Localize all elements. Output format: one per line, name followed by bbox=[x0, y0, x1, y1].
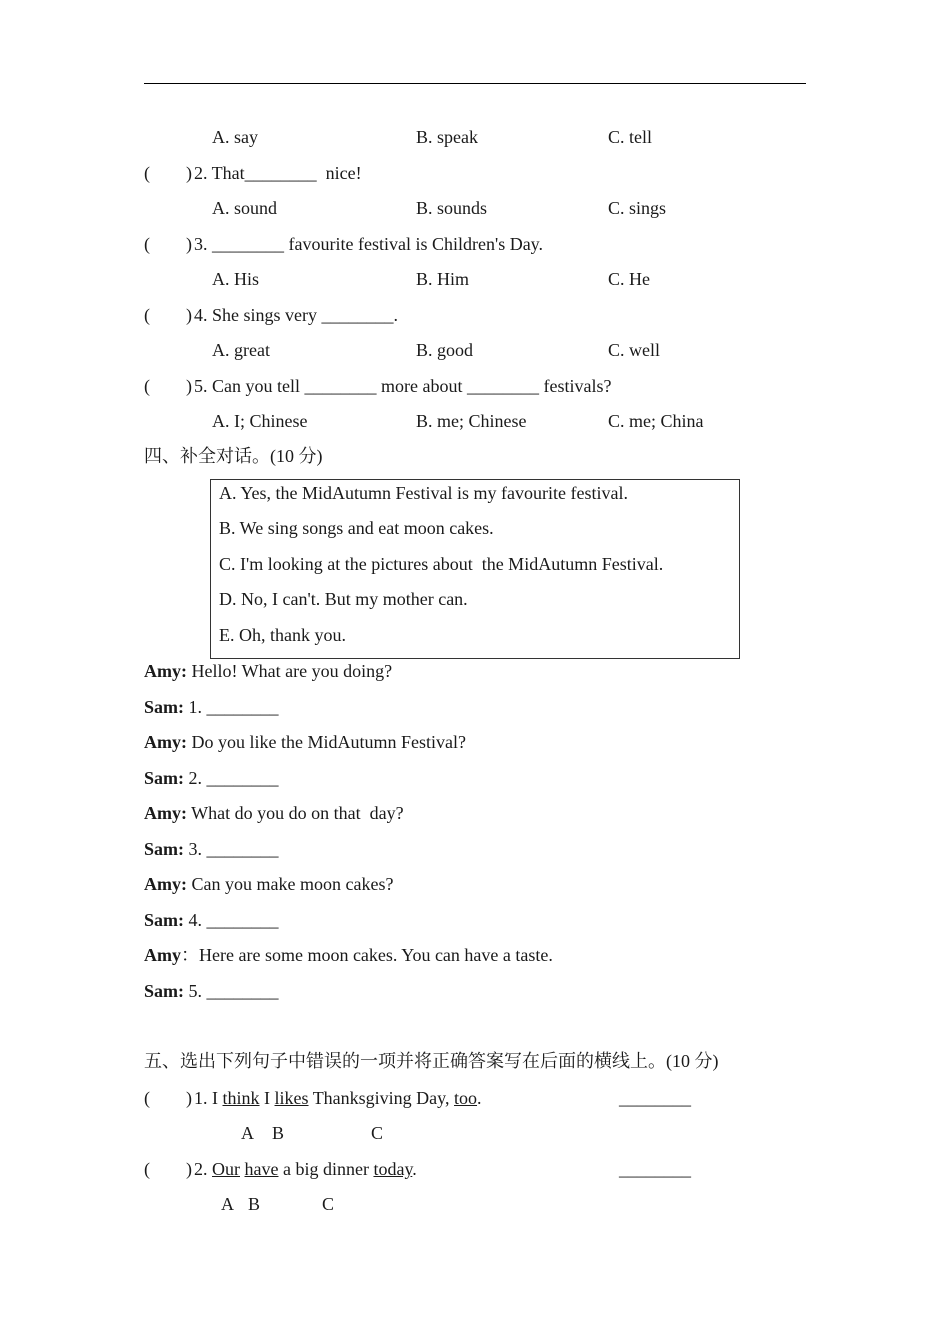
choice-c: C. I'm looking at the pictures about the MidAutumn Festival. bbox=[219, 554, 664, 574]
q5-option-c[interactable]: C. me; China bbox=[608, 411, 704, 431]
q4-text: 4. She sings very ________. bbox=[194, 305, 398, 325]
q3-answer-paren[interactable]: ( ) bbox=[144, 234, 192, 254]
answer-blank-2[interactable]: 2. ________ bbox=[184, 768, 279, 788]
speaker: Sam: bbox=[144, 910, 184, 930]
p5-q1-answer-paren[interactable]: ( ) bbox=[144, 1088, 192, 1108]
speaker: Amy: bbox=[144, 874, 187, 894]
q3-option-c[interactable]: C. He bbox=[608, 269, 650, 289]
dialogue-line-6[interactable] bbox=[144, 838, 279, 860]
part5-heading: 五、选出下列句子中错误的一项并将正确答案写在后面的横线上。(10 分) bbox=[144, 1051, 719, 1071]
dialogue-text: ：Here are some moon cakes. You can have a taste. bbox=[181, 945, 553, 965]
q1-option-a[interactable]: A. say bbox=[212, 127, 258, 147]
sentence-text: 2. bbox=[194, 1159, 212, 1179]
dialogue-text: Can you make moon cakes? bbox=[187, 874, 394, 894]
choice-b: B. We sing songs and eat moon cakes. bbox=[219, 518, 494, 538]
choice-e: E. Oh, thank you. bbox=[219, 625, 346, 645]
speaker: Amy bbox=[144, 945, 181, 965]
header-rule bbox=[144, 83, 806, 84]
q5-option-a[interactable]: A. I; Chinese bbox=[212, 411, 308, 431]
dialogue-line-7 bbox=[144, 873, 393, 895]
dialogue-line-8[interactable] bbox=[144, 909, 279, 931]
p5-q2-label-b: B bbox=[248, 1194, 261, 1214]
p5-q1-sentence bbox=[194, 1087, 482, 1109]
q2-text: 2. That________ nice! bbox=[194, 163, 362, 183]
q3-option-a[interactable]: A. His bbox=[212, 269, 260, 289]
answer-blank-5[interactable]: 5. ________ bbox=[184, 981, 279, 1001]
dialogue-line-9 bbox=[144, 944, 553, 966]
q4-answer-paren[interactable]: ( ) bbox=[144, 305, 192, 325]
speaker: Sam: bbox=[144, 697, 184, 717]
dialogue-text: What do you do on that day? bbox=[187, 803, 404, 823]
p5-q2-label-a: A bbox=[221, 1194, 234, 1214]
p5-q1-label-b: B bbox=[272, 1123, 285, 1143]
choice-a: A. Yes, the MidAutumn Festival is my favourite festival. bbox=[219, 483, 628, 503]
q2-option-c[interactable]: C. sings bbox=[608, 198, 667, 218]
dialogue-line-1 bbox=[144, 660, 392, 682]
speaker: Sam: bbox=[144, 839, 184, 859]
option-b-word: likes bbox=[274, 1088, 309, 1108]
q1-option-c[interactable]: C. tell bbox=[608, 127, 652, 147]
p5-q2-correction-blank[interactable]: ________ bbox=[619, 1159, 691, 1179]
sentence-text: . bbox=[412, 1159, 417, 1179]
answer-blank-4[interactable]: 4. ________ bbox=[184, 910, 279, 930]
q2-option-a[interactable]: A. sound bbox=[212, 198, 278, 218]
option-c-word: too bbox=[454, 1088, 478, 1108]
q5-answer-paren[interactable]: ( ) bbox=[144, 376, 192, 396]
q2-answer-paren[interactable]: ( ) bbox=[144, 163, 192, 183]
q3-option-b[interactable]: B. Him bbox=[416, 269, 470, 289]
p5-q2-label-c: C bbox=[322, 1194, 335, 1214]
p5-q1-label-a: A bbox=[241, 1123, 254, 1143]
speaker: Amy: bbox=[144, 732, 187, 752]
q5-option-b[interactable]: B. me; Chinese bbox=[416, 411, 527, 431]
part4-heading: 四、补全对话。(10 分) bbox=[144, 446, 323, 466]
answer-blank-3[interactable]: 3. ________ bbox=[184, 839, 279, 859]
sentence-text: . bbox=[477, 1088, 482, 1108]
dialogue-text: Hello! What are you doing? bbox=[187, 661, 393, 681]
p5-q2-answer-paren[interactable]: ( ) bbox=[144, 1159, 192, 1179]
sentence-text: I bbox=[259, 1088, 275, 1108]
option-a-word: Our bbox=[212, 1159, 240, 1179]
q4-option-c[interactable]: C. well bbox=[608, 340, 660, 360]
option-a-word: think bbox=[222, 1088, 260, 1108]
option-c-word: today bbox=[373, 1159, 413, 1179]
speaker: Amy: bbox=[144, 661, 187, 681]
dialogue-line-2[interactable] bbox=[144, 696, 279, 718]
p5-q1-label-c: C bbox=[371, 1123, 384, 1143]
q1-option-b[interactable]: B. speak bbox=[416, 127, 478, 147]
speaker: Sam: bbox=[144, 981, 184, 1001]
speaker: Amy: bbox=[144, 803, 187, 823]
p5-q2-sentence bbox=[194, 1158, 417, 1180]
sentence-text: 1. I bbox=[194, 1088, 223, 1108]
sentence-text: a big dinner bbox=[278, 1159, 374, 1179]
dialogue-text: Do you like the MidAutumn Festival? bbox=[187, 732, 466, 752]
sentence-text: Thanksgiving Day, bbox=[308, 1088, 455, 1108]
q2-option-b[interactable]: B. sounds bbox=[416, 198, 488, 218]
q5-text: 5. Can you tell ________ more about ________ festivals? bbox=[194, 376, 612, 396]
option-b-word: have bbox=[244, 1159, 279, 1179]
q4-option-b[interactable]: B. good bbox=[416, 340, 474, 360]
p5-q1-correction-blank[interactable]: ________ bbox=[619, 1088, 691, 1108]
q4-option-a[interactable]: A. great bbox=[212, 340, 270, 360]
dialogue-line-5 bbox=[144, 802, 404, 824]
choice-d: D. No, I can't. But my mother can. bbox=[219, 589, 468, 609]
dialogue-line-3 bbox=[144, 731, 466, 753]
q3-text: 3. ________ favourite festival is Children's Day. bbox=[194, 234, 544, 254]
answer-blank-1[interactable]: 1. ________ bbox=[184, 697, 279, 717]
dialogue-line-4[interactable] bbox=[144, 767, 279, 789]
dialogue-line-10[interactable] bbox=[144, 980, 279, 1002]
speaker: Sam: bbox=[144, 768, 184, 788]
